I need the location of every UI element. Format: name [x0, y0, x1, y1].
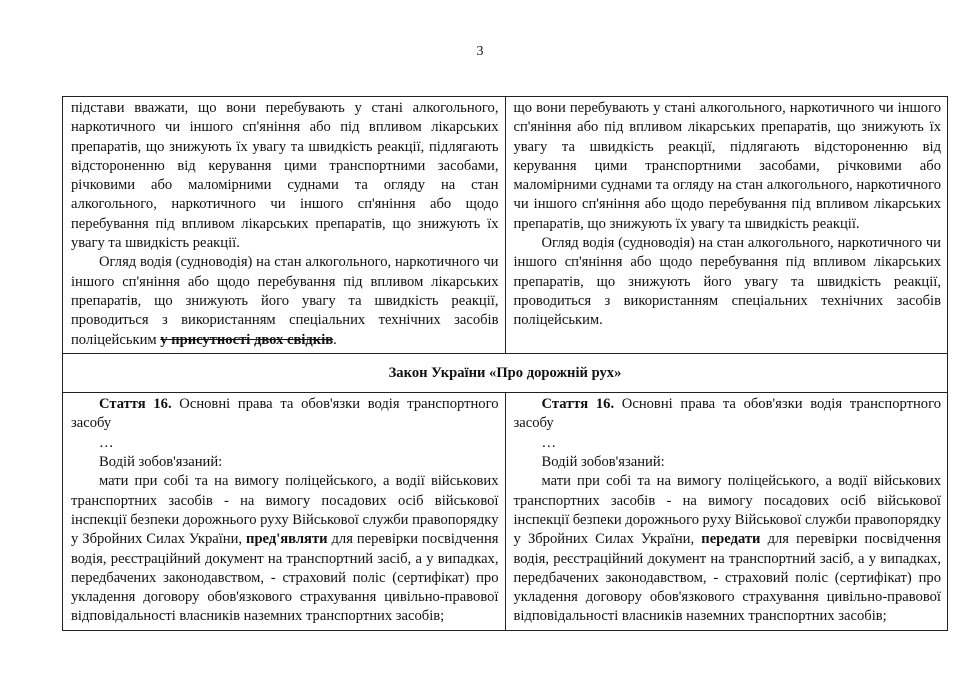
right-article-label: Стаття 16. — [541, 396, 615, 413]
page-number: 3 — [476, 44, 484, 59]
left-item-a — [71, 472, 499, 626]
left-article-title: Основні права та обов'язки водія транспортного засобу — [71, 396, 499, 432]
left-article-label: Стаття 16. — [99, 396, 172, 413]
right-article-heading — [514, 395, 942, 434]
left-item-a-bold: пред'являти — [246, 531, 328, 548]
left-article-heading — [71, 395, 499, 434]
right-ellipsis: … — [541, 434, 557, 451]
left-ellipsis: … — [99, 434, 114, 451]
left-paragraph-2-end: . — [333, 331, 337, 348]
right-article-title: Основні права та обов'язки водія транспортного засобу — [513, 396, 942, 432]
left-item-a-rest: для перевірки посвідчення водія, реєстраційний документ на транспортний засіб, а у випадках, передбачених законодавством, - страховий поліс (сертифікат) про укладення договору обов'язкового страхування цивільно-правової відповідальності власників наземних транспортних засобів; — [71, 531, 499, 625]
left-obliged: Водій зобов'язаний: — [99, 454, 223, 471]
right-paragraph-2: Огляд водія (судноводія) на стан алкогольного, наркотичного чи іншого сп'яніння або щодо перебування під впливом лікарських препаратів, що знижують його увагу та швидкість реакції, проводиться з використанням спеціальних технічних засобів поліцейським. — [513, 235, 941, 329]
left-cell-article-16 — [63, 393, 506, 631]
left-paragraph-2-text: Огляд водія (судноводія) на стан алкогольного, наркотичного чи іншого сп'яніння або щодо перебування під впливом лікарських препаратів, що знижують його увагу та швидкість реакції, проводиться з використанням спеціальних технічних засобів поліцейським — [71, 254, 499, 348]
left-cell-current-text — [63, 97, 506, 354]
right-cell-proposed-text — [505, 97, 948, 354]
right-obliged: Водій зобов'язаний: — [541, 454, 665, 471]
table-row — [63, 97, 948, 354]
right-item-a-rest: для перевірки посвідчення водія, реєстраційний документ на транспортний засіб, а у випадках, передбачених законодавством, - страховий поліс (сертифікат) про укладення договору обов'язкового страхування цивільно-правової відповідальності власників наземних транспортних засобів; — [513, 531, 941, 625]
section-row — [63, 353, 948, 392]
right-item-a-text: мати при собі та на вимогу поліцейського, а водії військових транспортних засобів - на вимогу посадових осіб військової інспекції безпеки дорожнього руху Військової служби правопорядку у Збройних Силах України, — [513, 473, 941, 548]
left-paragraph-2 — [71, 253, 499, 349]
right-cell-article-16 — [505, 393, 948, 631]
right-paragraph-1: що вони перебувають у стані алкогольного, наркотичного чи іншого сп'яніння або під впливом лікарських препаратів, що знижують їх увагу та швидкість реакції, підлягають відстороненню від керування цими транспортними засобами, річковими або маломірними суднами та огляду на стан алкогольного, наркотичного чи іншого сп'яніння або щодо перебування під впливом лікарських препаратів, що знижують їх увагу та швидкість реакції. — [513, 100, 941, 232]
comparison-table — [62, 96, 948, 631]
section-title: Закон України «Про дорожній рух» — [63, 353, 948, 392]
right-item-a-bold: передати — [701, 531, 761, 548]
struck-text: у присутності двох свідків — [160, 331, 334, 348]
left-paragraph-1: підстави вважати, що вони перебувають у стані алкогольного, наркотичного чи іншого сп'яніння або під впливом лікарських препаратів, що знижують їх увагу та швидкість реакції, підлягають відстороненню від керування цими транспортними засобами, річковими або маломірними суднами та огляду на стан алкогольного, наркотичного чи іншого сп'яніння або щодо перебування під впливом лікарських препаратів, що знижують їх увагу та швидкість реакції. — [71, 100, 499, 252]
table-row — [63, 393, 948, 631]
left-item-a-text: мати при собі та на вимогу поліцейського, а водії військових транспортних засобів - на вимогу посадових осіб військової інспекції безпеки дорожнього руху Військової служби правопорядку у Збройних Силах України, — [71, 473, 499, 548]
right-item-a — [514, 472, 942, 626]
